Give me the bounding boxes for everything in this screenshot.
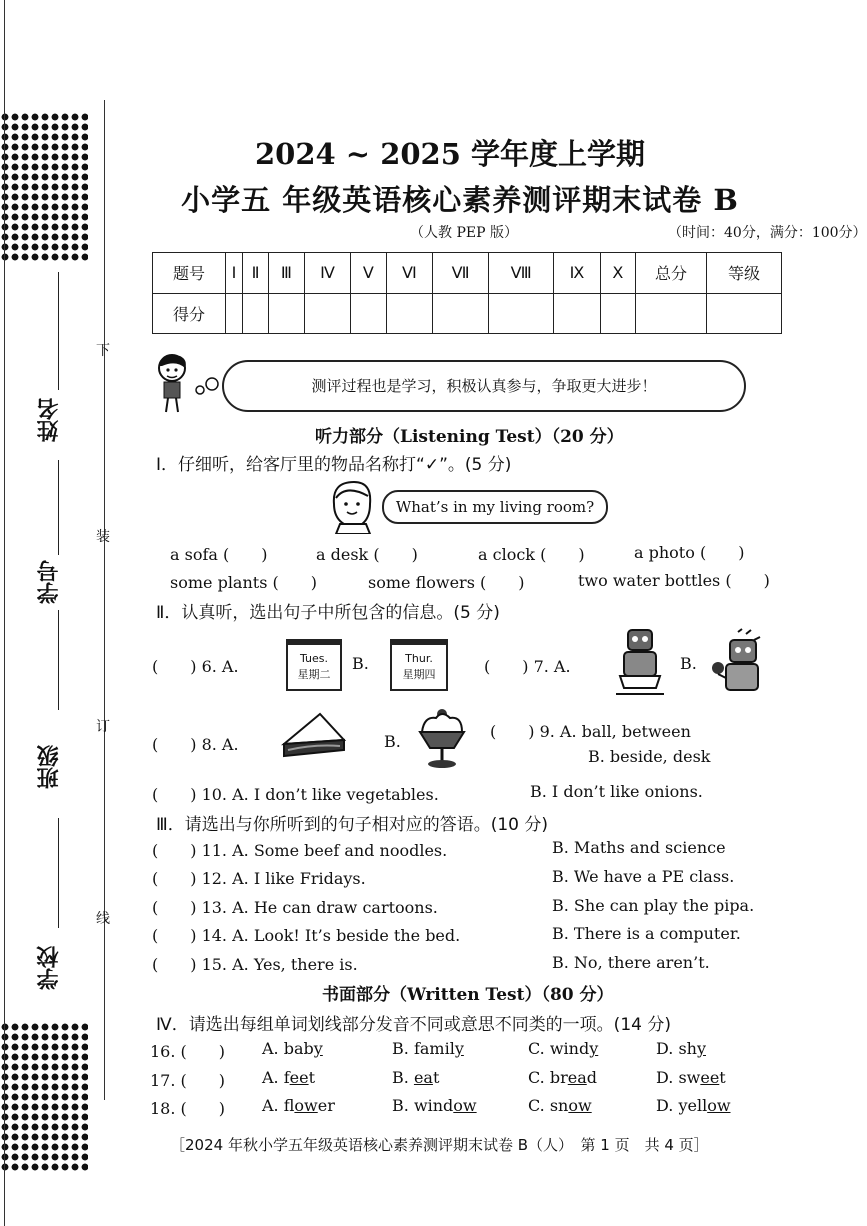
- score-cell[interactable]: [269, 293, 305, 334]
- underlined-part: y: [696, 1039, 706, 1058]
- question-10[interactable]: ( ) 10. A. I don’t like vegetables.: [152, 785, 439, 804]
- question-13-b[interactable]: B. She can play the pipa.: [552, 896, 755, 915]
- word-part: sh: [678, 1039, 697, 1058]
- word-part: bab: [283, 1039, 314, 1058]
- dot-pattern-bottom: [0, 1022, 88, 1172]
- underlined-part: ea: [567, 1068, 587, 1087]
- name-blank[interactable]: [58, 272, 59, 390]
- question-9[interactable]: ( ) 9. A. ball, between: [490, 722, 691, 741]
- option-letter: C.: [528, 1039, 550, 1058]
- underlined-part: ow: [294, 1096, 318, 1115]
- header-cell: Ⅳ: [304, 253, 351, 294]
- q18-option-d[interactable]: [656, 1096, 731, 1115]
- word-part: br: [549, 1068, 568, 1087]
- side-label-number: 学号: [37, 560, 62, 604]
- score-cell[interactable]: [636, 293, 707, 334]
- underlined-part: ow: [707, 1096, 731, 1115]
- word-part: yell: [678, 1096, 708, 1115]
- underlined-part: y: [454, 1039, 464, 1058]
- student-cartoon-icon: [150, 352, 222, 414]
- word-part: d: [586, 1068, 597, 1087]
- q18-option-b[interactable]: [392, 1096, 477, 1115]
- underlined-part: y: [589, 1039, 599, 1058]
- option-letter: D.: [656, 1068, 679, 1087]
- title-line-2: 小学五 年级英语核心素养测评期末试卷 B: [181, 183, 739, 217]
- option-letter: A.: [262, 1096, 284, 1115]
- q16-option-c[interactable]: [528, 1039, 598, 1058]
- question-11[interactable]: ( ) 11. A. Some beef and noodles.: [152, 841, 448, 860]
- option-letter: D.: [656, 1039, 679, 1058]
- item-clock[interactable]: a clock ( ): [478, 545, 585, 564]
- question-6[interactable]: ( ) 6. A.: [152, 657, 239, 676]
- question-14-b[interactable]: B. There is a computer.: [552, 924, 741, 943]
- dot-pattern-top: [0, 112, 88, 262]
- class-blank[interactable]: [58, 818, 59, 928]
- header-cell: Ⅲ: [269, 253, 305, 294]
- girl-icon: [326, 478, 386, 534]
- item-desk[interactable]: a desk ( ): [316, 545, 418, 564]
- title-line-1: 2024 ~ 2025 学年度上学期: [254, 137, 645, 171]
- word-part: wind: [549, 1039, 590, 1058]
- q17-option-c[interactable]: [528, 1068, 597, 1087]
- header-cell: 题号: [153, 253, 226, 294]
- item-plants[interactable]: some plants ( ): [170, 573, 317, 592]
- header-cell: Ⅸ: [554, 253, 600, 294]
- question-15[interactable]: ( ) 15. A. Yes, there is.: [152, 955, 358, 974]
- option-letter: C.: [528, 1068, 550, 1087]
- q17-option-a[interactable]: [262, 1068, 315, 1087]
- sandwich-icon: [280, 710, 348, 760]
- question-13[interactable]: ( ) 13. A. He can draw cartoons.: [152, 898, 438, 917]
- score-cell[interactable]: [351, 293, 386, 334]
- header-cell: Ⅷ: [489, 253, 554, 294]
- question-7-b[interactable]: B.: [680, 654, 697, 673]
- item-water-bottles[interactable]: two water bottles ( ): [578, 571, 770, 590]
- word-part: sn: [549, 1096, 569, 1115]
- section-2-title: Ⅱ．认真听，选出句子中所包含的信息。(5 分): [156, 603, 500, 623]
- card-day-cn: 星期二: [297, 668, 331, 681]
- score-cell[interactable]: [433, 293, 489, 334]
- page-footer: ［2024 年秋小学五年级英语核心素养测评期末试卷 B（人） 第 1 页 共 4 页］: [170, 1136, 709, 1154]
- option-letter: B.: [392, 1068, 414, 1087]
- side-label-name: 姓名: [37, 398, 62, 442]
- score-table-header: [153, 253, 782, 294]
- score-cell[interactable]: [304, 293, 351, 334]
- item-photo[interactable]: a photo ( ): [634, 543, 745, 562]
- underlined-part: ow: [568, 1096, 592, 1115]
- q16-option-d[interactable]: [656, 1039, 706, 1058]
- cut-line: [104, 100, 105, 1100]
- card-day-cn: 星期四: [402, 668, 436, 681]
- margin-line: [4, 0, 5, 1226]
- number-blank[interactable]: [58, 460, 59, 555]
- question-14[interactable]: ( ) 14. A. Look! It’s beside the bed.: [152, 926, 461, 945]
- question-16[interactable]: 16. ( ): [150, 1042, 226, 1061]
- score-cell[interactable]: [489, 293, 554, 334]
- word-part: t: [432, 1068, 440, 1087]
- question-12-b[interactable]: B. We have a PE class.: [552, 867, 735, 886]
- score-cell[interactable]: [707, 293, 782, 334]
- question-7[interactable]: ( ) 7. A.: [484, 657, 571, 676]
- speech-bubble: What’s in my living room?: [382, 490, 608, 524]
- option-letter: A.: [262, 1068, 284, 1087]
- word-part: wind: [413, 1096, 454, 1115]
- robot-cooking-icon: [612, 626, 668, 698]
- score-cell[interactable]: [386, 293, 433, 334]
- item-flowers[interactable]: some flowers ( ): [368, 573, 525, 592]
- underlined-part: y: [313, 1039, 323, 1058]
- question-8-b[interactable]: B.: [384, 732, 401, 751]
- question-9-b[interactable]: B. beside, desk: [588, 747, 711, 766]
- word-part: fl: [283, 1096, 295, 1115]
- q16-option-b[interactable]: [392, 1039, 464, 1058]
- edition: （人教 PEP 版）: [410, 225, 518, 241]
- option-letter: D.: [656, 1096, 679, 1115]
- ice-cream-icon: [414, 704, 470, 770]
- score-cell[interactable]: [600, 293, 635, 334]
- word-part: t: [719, 1068, 726, 1087]
- section-4-title: Ⅳ．请选出每组单词划线部分发音不同或意思不同类的一项。(14 分): [156, 1015, 671, 1035]
- option-letter: B.: [392, 1096, 414, 1115]
- question-18[interactable]: 18. ( ): [150, 1099, 226, 1118]
- question-10-b[interactable]: B. I don’t like onions.: [530, 782, 703, 801]
- header-cell: Ⅵ: [386, 253, 433, 294]
- section-1-title: Ⅰ．仔细听，给客厅里的物品名称打“✓”。(5 分): [156, 455, 512, 475]
- score-cell[interactable]: [242, 293, 268, 334]
- written-header: 书面部分（Written Test）（80 分）: [322, 985, 614, 1005]
- question-12[interactable]: ( ) 12. A. I like Fridays.: [152, 869, 366, 888]
- question-11-b[interactable]: B. Maths and science: [552, 838, 726, 857]
- card-day: Thur.: [405, 652, 433, 665]
- q18-option-a[interactable]: [262, 1096, 335, 1115]
- q18-option-c[interactable]: [528, 1096, 592, 1115]
- header-cell: Ⅱ: [242, 253, 268, 294]
- q17-option-d[interactable]: [656, 1068, 726, 1087]
- cut-char-3: 订: [96, 719, 110, 735]
- motto-bubble: 测评过程也是学习，积极认真参与，争取更大进步！: [222, 360, 746, 412]
- underlined-part: ee: [700, 1068, 720, 1087]
- option-letter: A.: [262, 1039, 284, 1058]
- listening-header: 听力部分（Listening Test）（20 分）: [315, 427, 624, 447]
- header-cell: Ⅴ: [351, 253, 386, 294]
- number-blank-2[interactable]: [58, 610, 59, 710]
- word-part: f: [283, 1068, 290, 1087]
- calendar-card-tues: [286, 643, 342, 691]
- question-15-b[interactable]: B. No, there aren’t.: [552, 953, 710, 972]
- cut-char-4: 线: [96, 911, 110, 927]
- card-day: Tues.: [299, 652, 328, 665]
- header-cell: 总分: [636, 253, 707, 294]
- score-table-row: [153, 293, 782, 334]
- row-label: 得分: [153, 293, 226, 334]
- cut-char-2: 装: [96, 529, 110, 545]
- robot-singing-icon: [708, 628, 766, 700]
- question-17[interactable]: 17. ( ): [150, 1071, 226, 1090]
- word-part: t: [308, 1068, 316, 1087]
- underlined-part: ea: [413, 1068, 433, 1087]
- question-6-b[interactable]: B.: [352, 654, 369, 673]
- header-cell: Ⅶ: [433, 253, 489, 294]
- option-letter: B.: [392, 1039, 414, 1058]
- section-3-title: Ⅲ．请选出与你所听到的句子相对应的答语。(10 分): [156, 815, 549, 835]
- score-table: [152, 252, 782, 334]
- header-cell: 等级: [707, 253, 782, 294]
- time-info: （时间：40分，满分：100分）: [668, 225, 867, 241]
- side-label-class: 班级: [37, 745, 62, 789]
- side-label-school: 学校: [37, 946, 62, 990]
- option-letter: C.: [528, 1096, 550, 1115]
- header-cell: Ⅰ: [226, 253, 243, 294]
- score-cell[interactable]: [554, 293, 600, 334]
- calendar-card-thur: [390, 643, 448, 691]
- word-part: sw: [678, 1068, 701, 1087]
- underlined-part: ee: [289, 1068, 309, 1087]
- item-sofa[interactable]: a sofa ( ): [170, 545, 268, 564]
- underlined-part: ow: [453, 1096, 477, 1115]
- q17-option-b[interactable]: [392, 1068, 439, 1087]
- word-part: er: [317, 1096, 335, 1115]
- score-cell[interactable]: [226, 293, 243, 334]
- cut-char-1: 下: [96, 343, 110, 359]
- question-8[interactable]: ( ) 8. A.: [152, 735, 239, 754]
- header-cell: Ⅹ: [600, 253, 635, 294]
- q16-option-a[interactable]: [262, 1039, 323, 1058]
- word-part: famil: [413, 1039, 455, 1058]
